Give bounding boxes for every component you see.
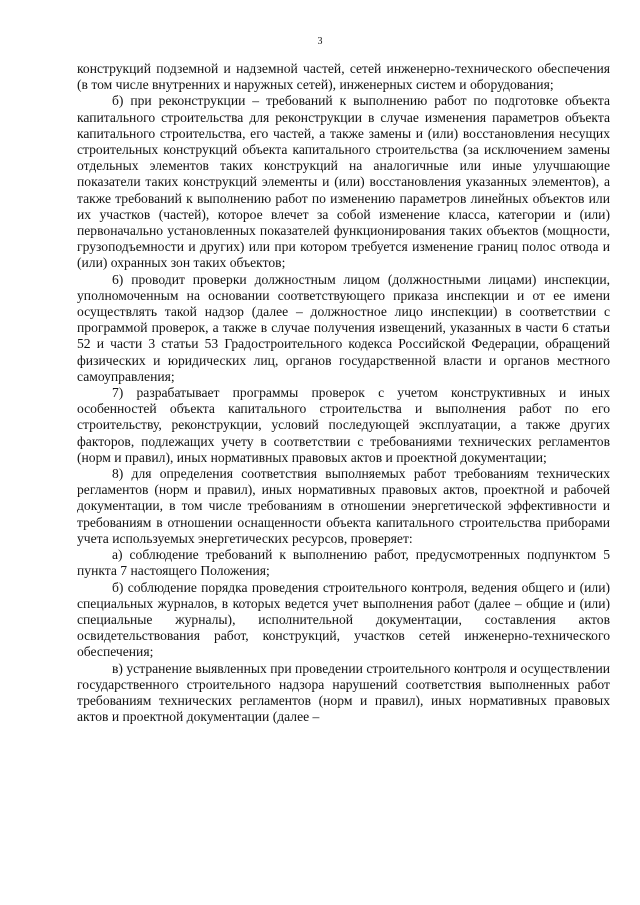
page-number: 3: [317, 36, 323, 47]
paragraph-item-8-compliance: 8) для определения соответствия выполняемых работ требованиям технических регламентов (норм и правил), иных нормативных правовых актов, проектной и рабочей документации, в том числе требованиям в отношении энергетической эффективности и требованиям в отношении оснащенности объекта капитального строительства приборами учета используемых энергетических ресурсов, проверяет:: [77, 466, 610, 546]
paragraph-item-b-reconstruction: б) при реконструкции – требований к выполнению работ по подготовке объекта капитального строительства для реконструкции в случае изменения параметров объекта капитального строительства, его частей, а также замены и (или) восстановления несущих строительных конструкций объекта капитального строительства (за исключением замены отдельных элементов таких конструкций на аналогичные или иные улучшающие показатели таких конструкций элементы и (или) восстановления указанных элементов), а также требований к выполнению работ по изменению параметров линейных объектов или их участков (частей), которое влечет за собой изменение класса, категории и (или) первоначально установленных показателей функционирования таких объектов (мощности, грузоподъемности и других) или при котором требуется изменение границ полос отвода и (или) охранных зон таких объектов;: [77, 93, 610, 271]
paragraph-continuation: конструкций подземной и надземной частей, сетей инженерно-технического обеспечения (в том числе внутренних и наружных сетей), инженерных систем и оборудования;: [77, 61, 610, 93]
paragraph-subitem-v: в) устранение выявленных при проведении строительного контроля и осуществлении государственного строительного надзора нарушений соответствия выполненных работ требованиям технических регламентов (норм и правил), иных нормативных правовых актов и проектной документации (далее –: [77, 660, 610, 725]
paragraph-subitem-a: а) соблюдение требований к выполнению работ, предусмотренных подпунктом 5 пункта 7 настоящего Положения;: [77, 547, 610, 579]
paragraph-subitem-b: б) соблюдение порядка проведения строительного контроля, ведения общего и (или) специальных журналов, в которых ведется учет выполнения работ (далее – общие и (или) специальные журналы), исполнительной документации, составления актов освидетельствования работ, конструкций, участков сетей инженерно-технического обеспечения;: [77, 579, 610, 660]
paragraph-item-7-programs: 7) разрабатывает программы проверок с учетом конструктивных и иных особенностей объекта капитального строительства и выполнения работ по его строительству, реконструкции, условий последующей эксплуатации, а также других факторов, подлежащих учету в соответствии с требованиями технических регламентов (норм и правил), иных нормативных правовых актов и проектной документации;: [77, 385, 610, 465]
document-body: [77, 61, 610, 725]
paragraph-item-6-inspections: 6) проводит проверки должностным лицом (должностными лицами) инспекции, уполномоченным на основании соответствующего приказа инспекции и от ее имени осуществлять такой надзор (далее – должностное лицо инспекции) в соответствии с программой проверок, а также в случае получения извещений, указанных в части 6 статьи 52 и части 3 статьи 53 Градостроительного кодекса Российской Федерации, обращений физических и юридических лиц, органов государственной власти и органов местного самоуправления;: [77, 271, 610, 384]
